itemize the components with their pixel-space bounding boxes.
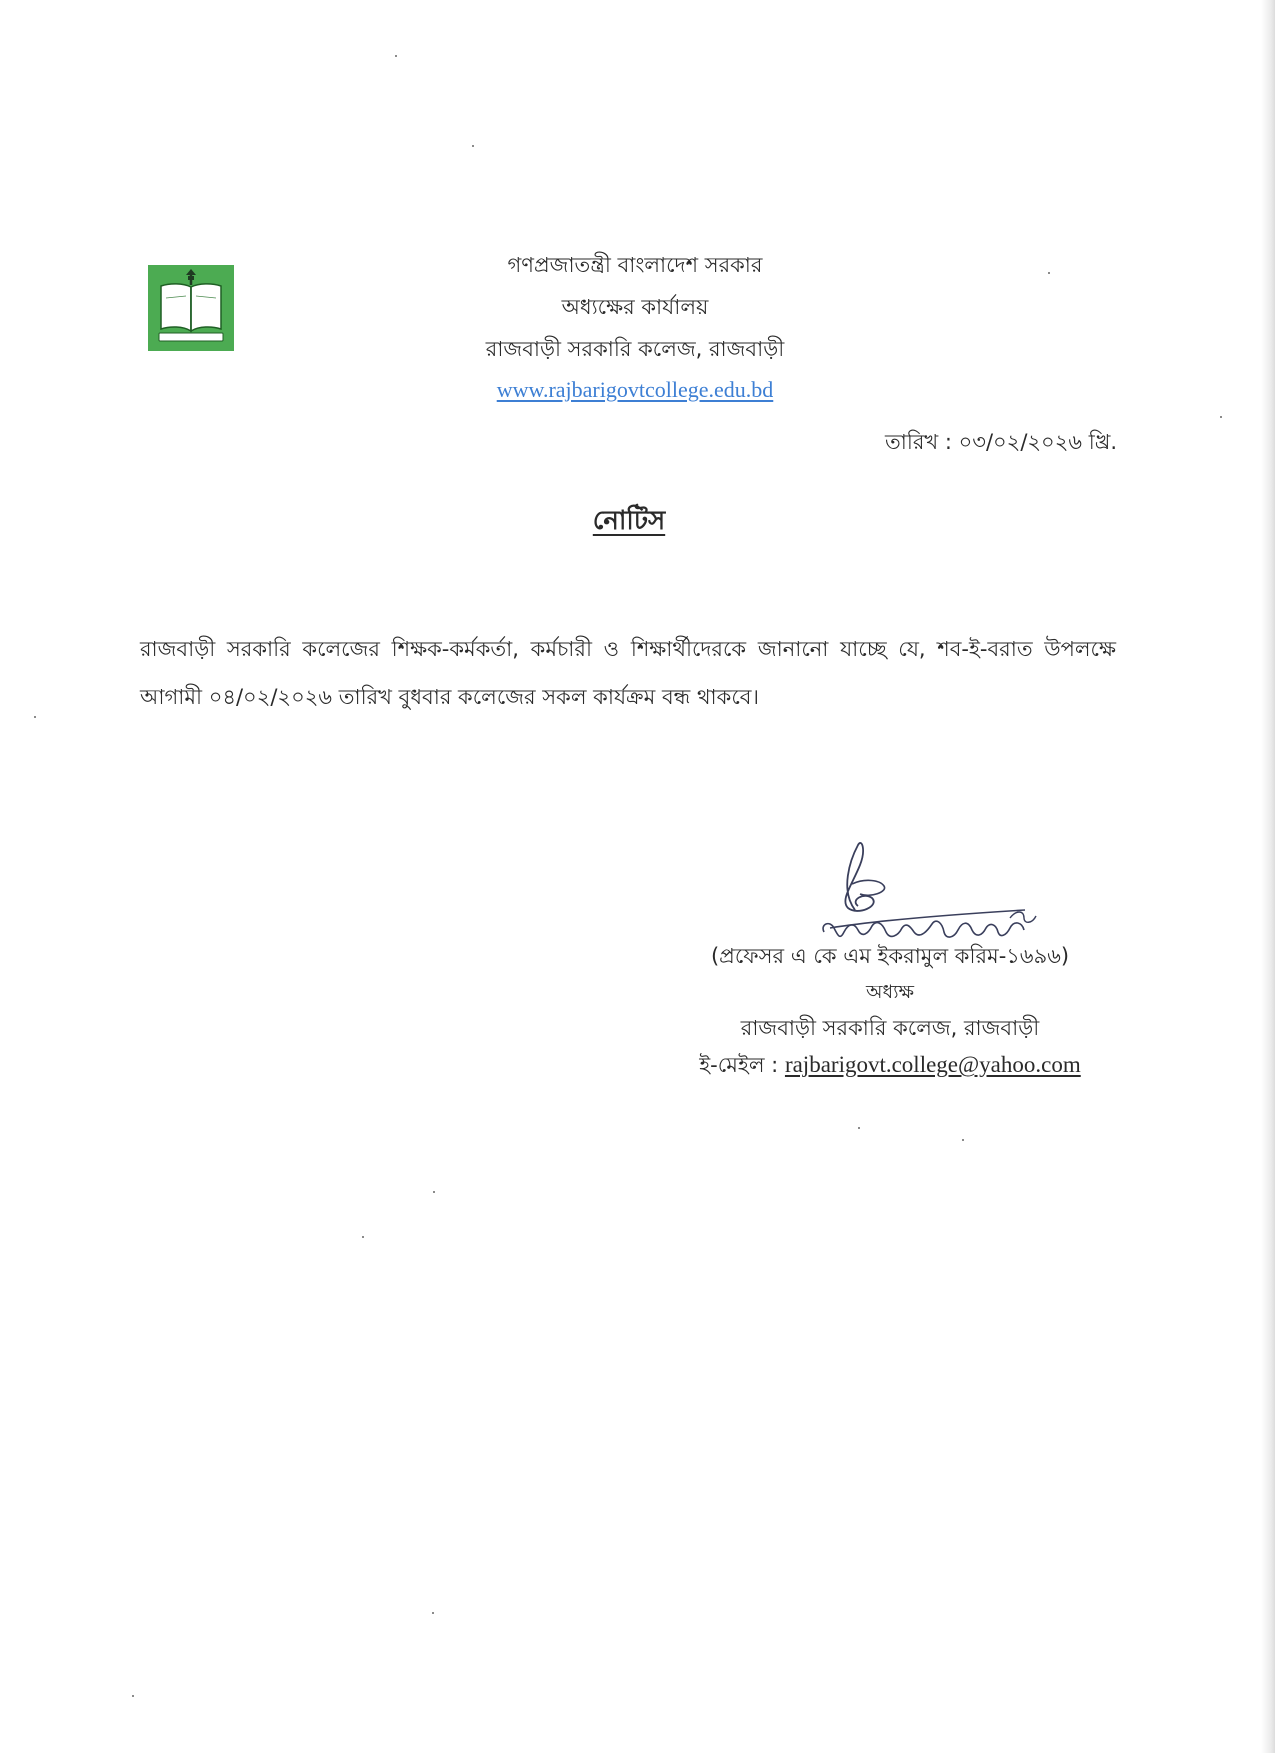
- government-name: গণপ্রজাতন্ত্রী বাংলাদেশ সরকার: [507, 253, 763, 277]
- notice-body: রাজবাড়ী সরকারি কলেজের শিক্ষক-কর্মকর্তা, কর্মচারী ও শিক্ষার্থীদেরকে জানানো যাচ্ছে যে, শব-ই-বরাত উপলক্ষে আগামী ০৪/০২/২০২৬ তারিখ বুধবার কলেজের সকল কার্যক্রম বন্ধ থাকবে।: [140, 637, 1116, 709]
- letterhead: [330, 244, 940, 410]
- signatory-name: (প্রফেসর এ কে এম ইকরামুল করিম-১৬৯৬): [710, 944, 1070, 968]
- signatory-block: [610, 938, 1170, 1084]
- signatory-institution: রাজবাড়ী সরকারি কলেজ, রাজবাড়ী: [740, 1016, 1040, 1040]
- scan-speck: [432, 1612, 434, 1614]
- office-name: অধ্যক্ষের কার্যালয়: [561, 295, 709, 319]
- website-link[interactable]: www.rajbarigovtcollege.edu.bd: [496, 377, 774, 402]
- scan-speck: [132, 1695, 134, 1697]
- scan-speck: [1048, 272, 1050, 274]
- college-name: রাজবাড়ী সরকারি কলেজ, রাজবাড়ী: [485, 337, 785, 361]
- scan-speck: [472, 145, 474, 147]
- page-edge: [1261, 0, 1275, 1753]
- email-line: [610, 1046, 1170, 1084]
- scan-speck: [395, 55, 397, 57]
- scan-speck: [362, 1236, 364, 1238]
- scan-speck: [34, 716, 36, 718]
- email-link[interactable]: rajbarigovt.college@yahoo.com: [784, 1052, 1081, 1077]
- scan-speck: [433, 1191, 435, 1193]
- college-logo: [148, 265, 234, 351]
- notice-heading: [0, 500, 1258, 544]
- scan-speck: [962, 1139, 964, 1141]
- handwritten-signature: [810, 840, 1060, 950]
- scan-speck: [858, 1127, 860, 1129]
- scan-speck: [1220, 416, 1222, 418]
- notice-date: তারিখ : ০৩/০২/২০২৬ খ্রি.: [885, 430, 1117, 454]
- open-book-icon: [148, 265, 234, 351]
- email-label: ই-মেইল :: [699, 1053, 779, 1077]
- notice-heading-text: নোটিস: [592, 506, 666, 536]
- signatory-designation: অধ্যক্ষ: [865, 981, 914, 1003]
